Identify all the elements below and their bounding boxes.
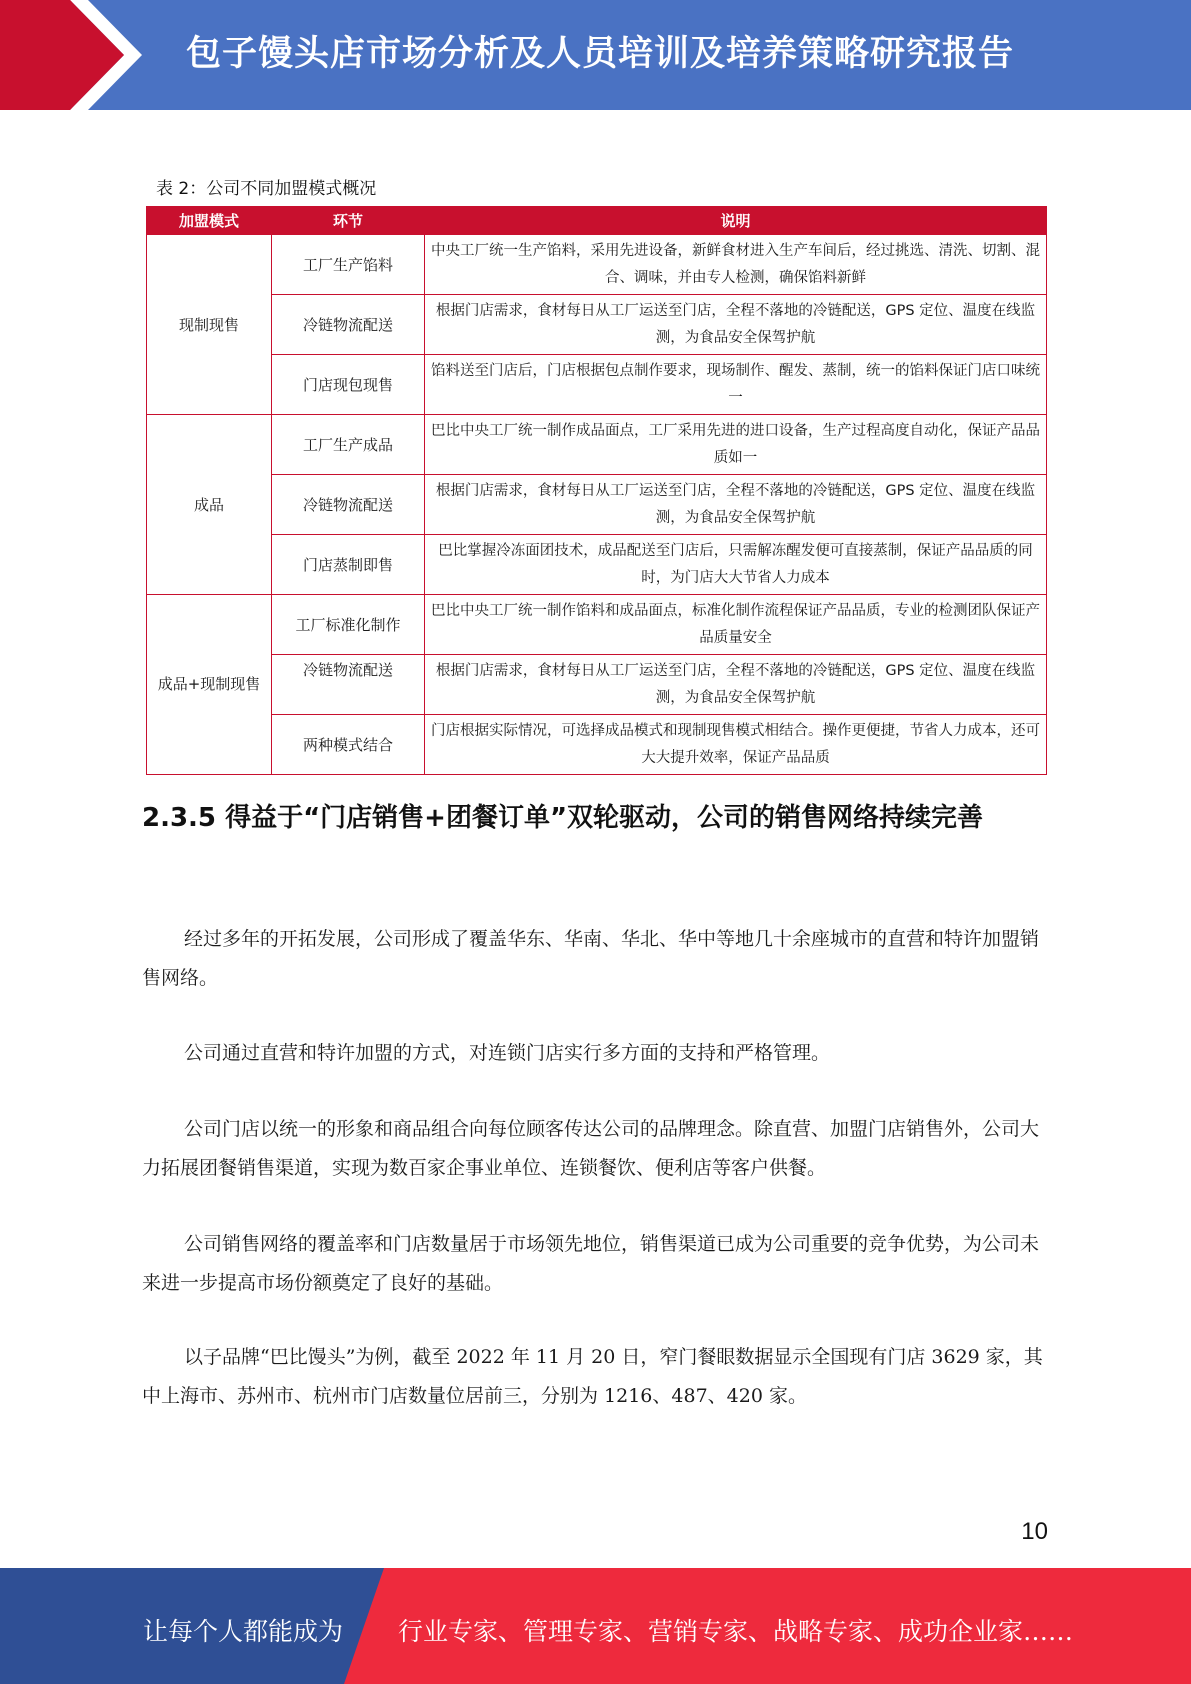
table-row (147, 595, 1047, 655)
stage-cell: 门店蒸制即售 (272, 535, 425, 595)
stage-cell: 两种模式结合 (272, 715, 425, 775)
table-row (147, 535, 1047, 595)
header-chevron-icon (70, 0, 160, 110)
body-paragraph: 经过多年的开拓发展，公司形成了覆盖华东、华南、华北、华中等地几十余座城市的直营和特许加盟销售网络。 (142, 928, 1040, 989)
mode-cell: 成品 (147, 415, 272, 595)
stage-cell: 冷链物流配送 (272, 655, 425, 715)
body-paragraph: 公司销售网络的覆盖率和门店数量居于市场领先地位，销售渠道已成为公司重要的竞争优势，为公司未来进一步提高市场份额奠定了良好的基础。 (142, 1233, 1040, 1294)
desc-cell: 门店根据实际情况，可选择成品模式和现制现售模式相结合。操作更便捷，节省人力成本，还可大大提升效率，保证产品品质 (425, 715, 1047, 775)
table-row (147, 295, 1047, 355)
table-row (147, 475, 1047, 535)
table-row (147, 235, 1047, 295)
column-header: 加盟模式 (147, 207, 272, 235)
stage-cell: 门店现包现售 (272, 355, 425, 415)
mode-cell: 现制现售 (147, 235, 272, 415)
desc-cell: 巴比中央工厂统一制作成品面点，工厂采用先进的进口设备，生产过程高度自动化，保证产品品质如一 (425, 415, 1047, 475)
desc-cell: 根据门店需求，食材每日从工厂运送至门店，全程不落地的冷链配送，GPS 定位、温度在线监测，为食品安全保驾护航 (425, 295, 1047, 355)
desc-cell: 馅料送至门店后，门店根据包点制作要求，现场制作、醒发、蒸制，统一的馅料保证门店口味统一 (425, 355, 1047, 415)
body-paragraph: 公司通过直营和特许加盟的方式，对连锁门店实行多方面的支持和严格管理。 (184, 1042, 831, 1064)
stage-cell: 工厂生产成品 (272, 415, 425, 475)
section-heading: 2.3.5 得益于“门店销售+团餐订单”双轮驱动，公司的销售网络持续完善 (142, 803, 984, 833)
table-row (147, 415, 1047, 475)
table-header-row (147, 207, 1047, 235)
body-paragraph: 公司门店以统一的形象和商品组合向每位顾客传达公司的品牌理念。除直营、加盟门店销售外，公司大力拓展团餐销售渠道，实现为数百家企事业单位、连锁餐饮、便利店等客户供餐。 (142, 1118, 1040, 1179)
stage-cell: 冷链物流配送 (272, 295, 425, 355)
column-header: 环节 (272, 207, 425, 235)
desc-cell: 巴比中央工厂统一制作馅料和成品面点，标准化制作流程保证产品品质，专业的检测团队保证产品质量安全 (425, 595, 1047, 655)
footer-slogan-left: 让每个人都能成为 (143, 1617, 344, 1646)
table-row (147, 355, 1047, 415)
stage-cell: 冷链物流配送 (272, 475, 425, 535)
header-red-block (0, 0, 72, 110)
franchise-mode-table (146, 206, 1047, 775)
footer-slogan-right: 行业专家、管理专家、营销专家、战略专家、成功企业家…… (398, 1617, 1074, 1646)
desc-cell: 中央工厂统一生产馅料，采用先进设备，新鲜食材进入生产车间后，经过挑选、清洗、切割、混合、调味，并由专人检测，确保馅料新鲜 (425, 235, 1047, 295)
page-number: 10 (1021, 1518, 1048, 1545)
page-footer (0, 1568, 1191, 1684)
mode-cell: 成品+现制现售 (147, 595, 272, 775)
table-caption: 表 2：公司不同加盟模式概况 (156, 179, 377, 199)
stage-cell: 工厂生产馅料 (272, 235, 425, 295)
page-header (0, 0, 1191, 110)
column-header: 说明 (425, 207, 1047, 235)
header-title: 包子馒头店市场分析及人员培训及培养策略研究报告 (186, 34, 1015, 74)
table-row (147, 715, 1047, 775)
desc-cell: 根据门店需求，食材每日从工厂运送至门店，全程不落地的冷链配送，GPS 定位、温度在线监测，为食品安全保驾护航 (425, 655, 1047, 715)
table-row (147, 655, 1047, 715)
stage-cell: 工厂标准化制作 (272, 595, 425, 655)
desc-cell: 根据门店需求，食材每日从工厂运送至门店，全程不落地的冷链配送，GPS 定位、温度在线监测，为食品安全保驾护航 (425, 475, 1047, 535)
desc-cell: 巴比掌握冷冻面团技术，成品配送至门店后，只需解冻醒发便可直接蒸制，保证产品品质的同时，为门店大大节省人力成本 (425, 535, 1047, 595)
body-paragraph: 以子品牌“巴比馒头”为例，截至 2022 年 11 月 20 日，窄门餐眼数据显示全国现有门店 3629 家，其中上海市、苏州市、杭州市门店数量位居前三，分别为 1216、487、420 家。 (142, 1346, 1043, 1407)
